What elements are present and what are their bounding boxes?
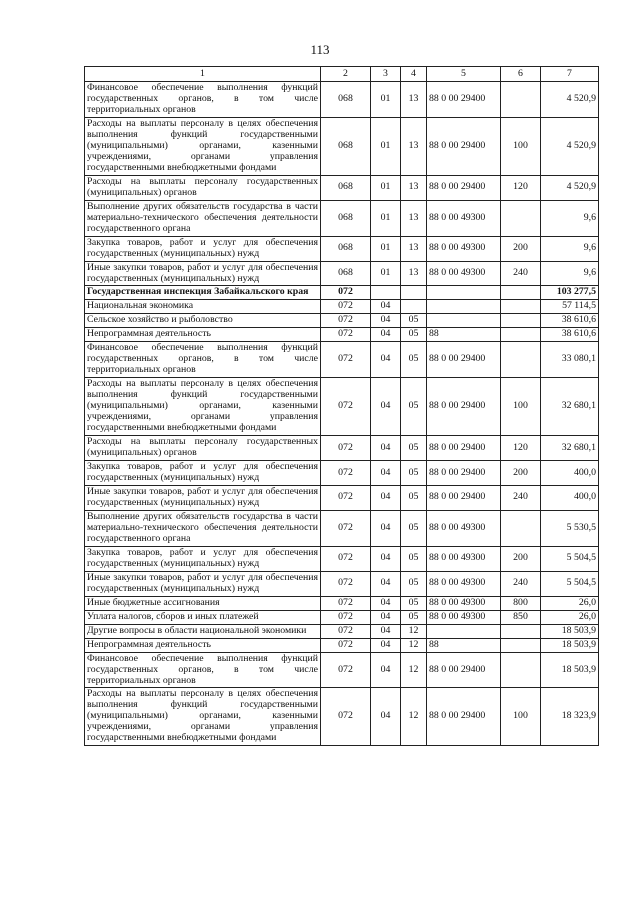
cell-subsection: 05 (401, 314, 427, 328)
cell-target-article: 88 0 00 49300 (427, 596, 501, 610)
cell-expense-type (501, 638, 541, 652)
cell-section: 04 (371, 571, 401, 596)
cell-subsection: 12 (401, 638, 427, 652)
cell-section: 04 (371, 328, 401, 342)
cell-target-article: 88 0 00 49300 (427, 571, 501, 596)
cell-target-article (427, 624, 501, 638)
cell-amount: 103 277,5 (541, 286, 599, 300)
cell-expense-type: 850 (501, 610, 541, 624)
cell-section: 04 (371, 688, 401, 746)
cell-amount: 5 530,5 (541, 510, 599, 546)
table-row (85, 200, 599, 236)
cell-name: Расходы на выплаты персоналу государственных (муниципальных) органов (85, 436, 321, 461)
cell-expense-type: 100 (501, 117, 541, 175)
column-header: 6 (501, 67, 541, 82)
cell-admin-code: 072 (321, 328, 371, 342)
cell-admin-code: 072 (321, 510, 371, 546)
cell-target-article (427, 286, 501, 300)
cell-expense-type: 200 (501, 546, 541, 571)
cell-target-article: 88 (427, 328, 501, 342)
cell-name: Другие вопросы в области национальной экономики (85, 624, 321, 638)
cell-name: Выполнение других обязательств государства в части материально-технического обеспечения деятельности государственного органа (85, 510, 321, 546)
cell-subsection: 05 (401, 461, 427, 486)
cell-subsection: 05 (401, 596, 427, 610)
cell-section: 04 (371, 624, 401, 638)
cell-name: Расходы на выплаты персоналу в целях обеспечения выполнения функций государственными (муниципальными) органами, казенными учреждениями, органами управления государственными внебюджетными фондами (85, 117, 321, 175)
cell-subsection: 12 (401, 624, 427, 638)
cell-name: Иные закупки товаров, работ и услуг для обеспечения государственных (муниципальных) нужд (85, 261, 321, 286)
cell-expense-type: 240 (501, 571, 541, 596)
table-row (85, 485, 599, 510)
table-row (85, 461, 599, 486)
cell-subsection: 13 (401, 200, 427, 236)
table-row (85, 286, 599, 300)
cell-amount: 38 610,6 (541, 328, 599, 342)
cell-expense-type (501, 286, 541, 300)
cell-admin-code: 072 (321, 624, 371, 638)
cell-amount: 32 680,1 (541, 378, 599, 436)
cell-admin-code: 072 (321, 300, 371, 314)
cell-admin-code: 072 (321, 342, 371, 378)
cell-amount: 33 080,1 (541, 342, 599, 378)
cell-admin-code: 068 (321, 261, 371, 286)
cell-admin-code: 072 (321, 286, 371, 300)
table-row (85, 571, 599, 596)
cell-subsection: 13 (401, 261, 427, 286)
cell-target-article: 88 0 00 29400 (427, 688, 501, 746)
cell-section: 04 (371, 610, 401, 624)
cell-name: Иные закупки товаров, работ и услуг для обеспечения государственных (муниципальных) нужд (85, 485, 321, 510)
cell-amount: 4 520,9 (541, 82, 599, 118)
table-row (85, 436, 599, 461)
cell-admin-code: 068 (321, 175, 371, 200)
table-row (85, 596, 599, 610)
cell-name: Непрограммная деятельность (85, 638, 321, 652)
cell-expense-type: 240 (501, 261, 541, 286)
cell-subsection: 12 (401, 688, 427, 746)
table-body (85, 82, 599, 746)
cell-name: Расходы на выплаты персоналу государственных (муниципальных) органов (85, 175, 321, 200)
cell-name: Сельское хозяйство и рыболовство (85, 314, 321, 328)
table-row (85, 300, 599, 314)
cell-admin-code: 072 (321, 652, 371, 688)
cell-name: Финансовое обеспечение выполнения функций государственных органов, в том числе территориальных органов (85, 652, 321, 688)
cell-admin-code: 072 (321, 461, 371, 486)
cell-target-article: 88 0 00 29400 (427, 461, 501, 486)
cell-section: 01 (371, 200, 401, 236)
cell-section: 04 (371, 436, 401, 461)
cell-section: 01 (371, 82, 401, 118)
cell-section: 01 (371, 236, 401, 261)
cell-name: Расходы на выплаты персоналу в целях обеспечения выполнения функций государственными (муниципальными) органами, казенными учреждениями, органами управления государственными внебюджетными фондами (85, 688, 321, 746)
cell-target-article: 88 0 00 49300 (427, 261, 501, 286)
cell-section: 04 (371, 638, 401, 652)
table-row (85, 236, 599, 261)
cell-admin-code: 072 (321, 638, 371, 652)
cell-amount: 400,0 (541, 485, 599, 510)
cell-expense-type: 200 (501, 236, 541, 261)
cell-subsection: 05 (401, 436, 427, 461)
cell-admin-code: 072 (321, 436, 371, 461)
cell-expense-type: 200 (501, 461, 541, 486)
cell-amount: 57 114,5 (541, 300, 599, 314)
cell-expense-type (501, 652, 541, 688)
cell-target-article: 88 0 00 49300 (427, 200, 501, 236)
cell-expense-type (501, 314, 541, 328)
cell-section: 01 (371, 117, 401, 175)
cell-admin-code: 068 (321, 236, 371, 261)
cell-name: Государственная инспекция Забайкальского края (85, 286, 321, 300)
cell-subsection: 13 (401, 175, 427, 200)
cell-expense-type: 100 (501, 688, 541, 746)
cell-expense-type: 100 (501, 378, 541, 436)
cell-name: Уплата налогов, сборов и иных платежей (85, 610, 321, 624)
cell-target-article: 88 0 00 49300 (427, 610, 501, 624)
cell-name: Иные бюджетные ассигнования (85, 596, 321, 610)
cell-expense-type (501, 624, 541, 638)
cell-amount: 5 504,5 (541, 546, 599, 571)
table-row (85, 688, 599, 746)
cell-amount: 5 504,5 (541, 571, 599, 596)
cell-amount: 18 323,9 (541, 688, 599, 746)
cell-admin-code: 068 (321, 117, 371, 175)
cell-target-article: 88 0 00 29400 (427, 652, 501, 688)
cell-admin-code: 068 (321, 82, 371, 118)
cell-expense-type (501, 300, 541, 314)
cell-subsection: 13 (401, 236, 427, 261)
cell-amount: 18 503,9 (541, 624, 599, 638)
cell-amount: 18 503,9 (541, 652, 599, 688)
cell-section: 04 (371, 652, 401, 688)
column-header: 1 (85, 67, 321, 82)
cell-name: Расходы на выплаты персоналу в целях обеспечения выполнения функций государственными (муниципальными) органами, казенными учреждениями, органами управления государственными внебюджетными фондами (85, 378, 321, 436)
cell-subsection: 05 (401, 610, 427, 624)
table-row (85, 82, 599, 118)
cell-admin-code: 072 (321, 571, 371, 596)
table-header-row (85, 67, 599, 82)
column-header: 2 (321, 67, 371, 82)
cell-name: Закупка товаров, работ и услуг для обеспечения государственных (муниципальных) нужд (85, 546, 321, 571)
cell-admin-code: 068 (321, 200, 371, 236)
cell-expense-type (501, 342, 541, 378)
cell-name: Закупка товаров, работ и услуг для обеспечения государственных (муниципальных) нужд (85, 461, 321, 486)
table-row (85, 314, 599, 328)
cell-expense-type (501, 200, 541, 236)
cell-expense-type: 120 (501, 175, 541, 200)
cell-subsection (401, 300, 427, 314)
cell-expense-type (501, 328, 541, 342)
cell-target-article (427, 300, 501, 314)
cell-amount: 38 610,6 (541, 314, 599, 328)
cell-admin-code: 072 (321, 610, 371, 624)
cell-admin-code: 072 (321, 378, 371, 436)
cell-target-article: 88 0 00 49300 (427, 546, 501, 571)
cell-subsection: 13 (401, 82, 427, 118)
cell-section (371, 286, 401, 300)
cell-admin-code: 072 (321, 485, 371, 510)
cell-subsection: 05 (401, 378, 427, 436)
table-row (85, 638, 599, 652)
cell-target-article: 88 0 00 29400 (427, 485, 501, 510)
cell-admin-code: 072 (321, 688, 371, 746)
cell-amount: 9,6 (541, 200, 599, 236)
cell-target-article: 88 0 00 29400 (427, 82, 501, 118)
cell-section: 01 (371, 175, 401, 200)
column-header: 3 (371, 67, 401, 82)
cell-amount: 400,0 (541, 461, 599, 486)
cell-section: 04 (371, 342, 401, 378)
cell-target-article: 88 0 00 29400 (427, 436, 501, 461)
cell-section: 04 (371, 510, 401, 546)
column-header: 5 (427, 67, 501, 82)
cell-target-article: 88 0 00 29400 (427, 117, 501, 175)
cell-expense-type: 120 (501, 436, 541, 461)
table-row (85, 261, 599, 286)
cell-subsection: 05 (401, 485, 427, 510)
cell-amount: 4 520,9 (541, 117, 599, 175)
cell-section: 04 (371, 596, 401, 610)
cell-amount: 26,0 (541, 610, 599, 624)
table-row (85, 342, 599, 378)
table-row (85, 510, 599, 546)
table-row (85, 378, 599, 436)
table-row (85, 652, 599, 688)
table-row (85, 610, 599, 624)
cell-section: 01 (371, 261, 401, 286)
column-header: 7 (541, 67, 599, 82)
cell-admin-code: 072 (321, 546, 371, 571)
cell-section: 04 (371, 461, 401, 486)
cell-section: 04 (371, 314, 401, 328)
cell-name: Финансовое обеспечение выполнения функций государственных органов, в том числе территориальных органов (85, 82, 321, 118)
cell-section: 04 (371, 300, 401, 314)
cell-name: Иные закупки товаров, работ и услуг для обеспечения государственных (муниципальных) нужд (85, 571, 321, 596)
table-row (85, 546, 599, 571)
cell-name: Непрограммная деятельность (85, 328, 321, 342)
cell-name: Национальная экономика (85, 300, 321, 314)
cell-target-article: 88 (427, 638, 501, 652)
cell-expense-type (501, 510, 541, 546)
cell-section: 04 (371, 546, 401, 571)
cell-subsection: 05 (401, 571, 427, 596)
cell-amount: 4 520,9 (541, 175, 599, 200)
cell-section: 04 (371, 378, 401, 436)
table-row (85, 624, 599, 638)
cell-subsection (401, 286, 427, 300)
cell-amount: 9,6 (541, 261, 599, 286)
cell-amount: 26,0 (541, 596, 599, 610)
cell-subsection: 05 (401, 328, 427, 342)
cell-expense-type: 800 (501, 596, 541, 610)
cell-subsection: 13 (401, 117, 427, 175)
column-header: 4 (401, 67, 427, 82)
table-row (85, 328, 599, 342)
cell-subsection: 05 (401, 510, 427, 546)
page-number: 113 (310, 42, 330, 57)
cell-name: Закупка товаров, работ и услуг для обеспечения государственных (муниципальных) нужд (85, 236, 321, 261)
cell-expense-type (501, 82, 541, 118)
cell-target-article: 88 0 00 49300 (427, 236, 501, 261)
cell-section: 04 (371, 485, 401, 510)
cell-amount: 32 680,1 (541, 436, 599, 461)
cell-subsection: 05 (401, 342, 427, 378)
cell-admin-code: 072 (321, 314, 371, 328)
cell-subsection: 05 (401, 546, 427, 571)
cell-name: Выполнение других обязательств государства в части материально-технического обеспечения деятельности государственного органа (85, 200, 321, 236)
cell-amount: 18 503,9 (541, 638, 599, 652)
table-row (85, 117, 599, 175)
cell-expense-type: 240 (501, 485, 541, 510)
table-row (85, 175, 599, 200)
cell-target-article: 88 0 00 49300 (427, 510, 501, 546)
cell-admin-code: 072 (321, 596, 371, 610)
cell-subsection: 12 (401, 652, 427, 688)
budget-table (84, 66, 599, 746)
cell-amount: 9,6 (541, 236, 599, 261)
cell-target-article: 88 0 00 29400 (427, 342, 501, 378)
cell-target-article: 88 0 00 29400 (427, 378, 501, 436)
cell-name: Финансовое обеспечение выполнения функций государственных органов, в том числе территориальных органов (85, 342, 321, 378)
cell-target-article (427, 314, 501, 328)
cell-target-article: 88 0 00 29400 (427, 175, 501, 200)
